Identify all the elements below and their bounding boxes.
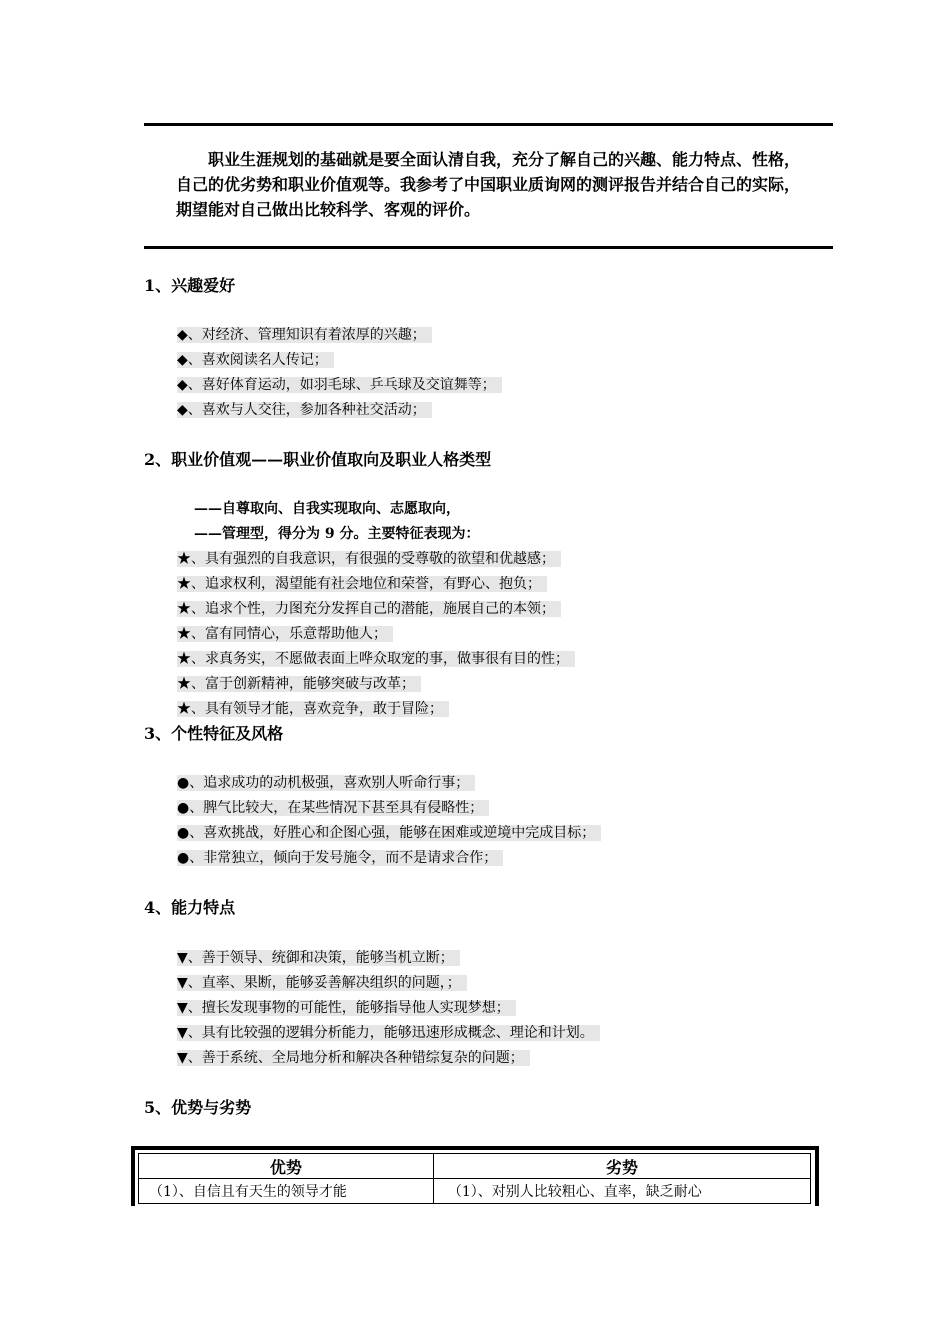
- list-item: ▼、擅长发现事物的可能性，能够指导他人实现梦想；: [177, 996, 600, 1021]
- list-item: ★、具有强烈的自我意识，有很强的受尊敬的欲望和优越感；: [177, 547, 575, 572]
- strengths-weaknesses-table-frame: [131, 1146, 819, 1206]
- intro-paragraph: [176, 147, 808, 222]
- table-header-row: [139, 1154, 811, 1179]
- list-item: ★、富于创新精神，能够突破与改革；: [177, 672, 575, 697]
- list-item: ◆、喜欢阅读名人传记；: [177, 348, 502, 373]
- strengths-weaknesses-table: [138, 1153, 811, 1204]
- top-rule: [144, 123, 833, 126]
- section-4-heading: 4、能力特点: [144, 898, 236, 917]
- section-3-heading: 3、个性特征及风格: [144, 724, 284, 743]
- table-header-strengths: 优势: [139, 1154, 434, 1179]
- list-item: ●、追求成功的动机极强，喜欢别人听命行事；: [177, 771, 601, 796]
- list-item: ▼、善于领导、统御和决策，能够当机立断；: [177, 946, 600, 971]
- table-cell: （1）、对别人比较粗心、直率，缺乏耐心: [433, 1179, 810, 1204]
- list-item: ★、求真务实，不愿做表面上哗众取宠的事，做事很有目的性；: [177, 647, 575, 672]
- section-2-sub-2: ——管理型，得分为 9 分。主要特征表现为：: [194, 526, 480, 542]
- section-4-list: [177, 946, 600, 1071]
- section-5-heading: 5、优势与劣势: [144, 1098, 252, 1117]
- section-2-heading: 2、职业价值观——职业价值取向及职业人格类型: [144, 450, 492, 469]
- list-item: ●、脾气比较大，在某些情况下甚至具有侵略性；: [177, 796, 601, 821]
- list-item: ▼、善于系统、全局地分析和解决各种错综复杂的问题；: [177, 1046, 600, 1071]
- section-1-list: [177, 323, 502, 423]
- table-header-weaknesses: 劣势: [433, 1154, 810, 1179]
- list-item: ●、非常独立，倾向于发号施令，而不是请求合作；: [177, 846, 601, 871]
- table-cell: （1）、自信且有天生的领导才能: [139, 1179, 434, 1204]
- list-item: ◆、喜好体育运动，如羽毛球、乒乓球及交谊舞等；: [177, 373, 502, 398]
- list-item: ▼、具有比较强的逻辑分析能力，能够迅速形成概念、理论和计划。: [177, 1021, 600, 1046]
- section-2-sub-1: ——自尊取向、自我实现取向、志愿取向，: [194, 501, 460, 517]
- list-item: ★、富有同情心，乐意帮助他人；: [177, 622, 575, 647]
- section-2-list: [177, 547, 575, 722]
- list-item: ★、追求权利，渴望能有社会地位和荣誉，有野心、抱负；: [177, 572, 575, 597]
- section-3-list: [177, 771, 601, 871]
- intro-text: 职业生涯规划的基础就是要全面认清自我，充分了解自己的兴趣、能力特点、性格，自己的优劣势和职业价值观等。我参考了中国职业质询网的测评报告并结合自己的实际，期望能对自己做出比较科学、客观的评价。: [176, 150, 801, 219]
- list-item: ★、具有领导才能，喜欢竞争，敢于冒险；: [177, 697, 575, 722]
- list-item: ▼、直率、果断，能够妥善解决组织的问题，；: [177, 971, 600, 996]
- table-row: [139, 1179, 811, 1204]
- section-1-heading: 1、兴趣爱好: [144, 276, 236, 295]
- list-item: ★、追求个性，力图充分发挥自己的潜能，施展自己的本领；: [177, 597, 575, 622]
- list-item: ◆、喜欢与人交往，参加各种社交活动；: [177, 398, 502, 423]
- list-item: ◆、对经济、管理知识有着浓厚的兴趣；: [177, 323, 502, 348]
- bottom-rule: [144, 246, 833, 249]
- list-item: ●、喜欢挑战，好胜心和企图心强，能够在困难或逆境中完成目标；: [177, 821, 601, 846]
